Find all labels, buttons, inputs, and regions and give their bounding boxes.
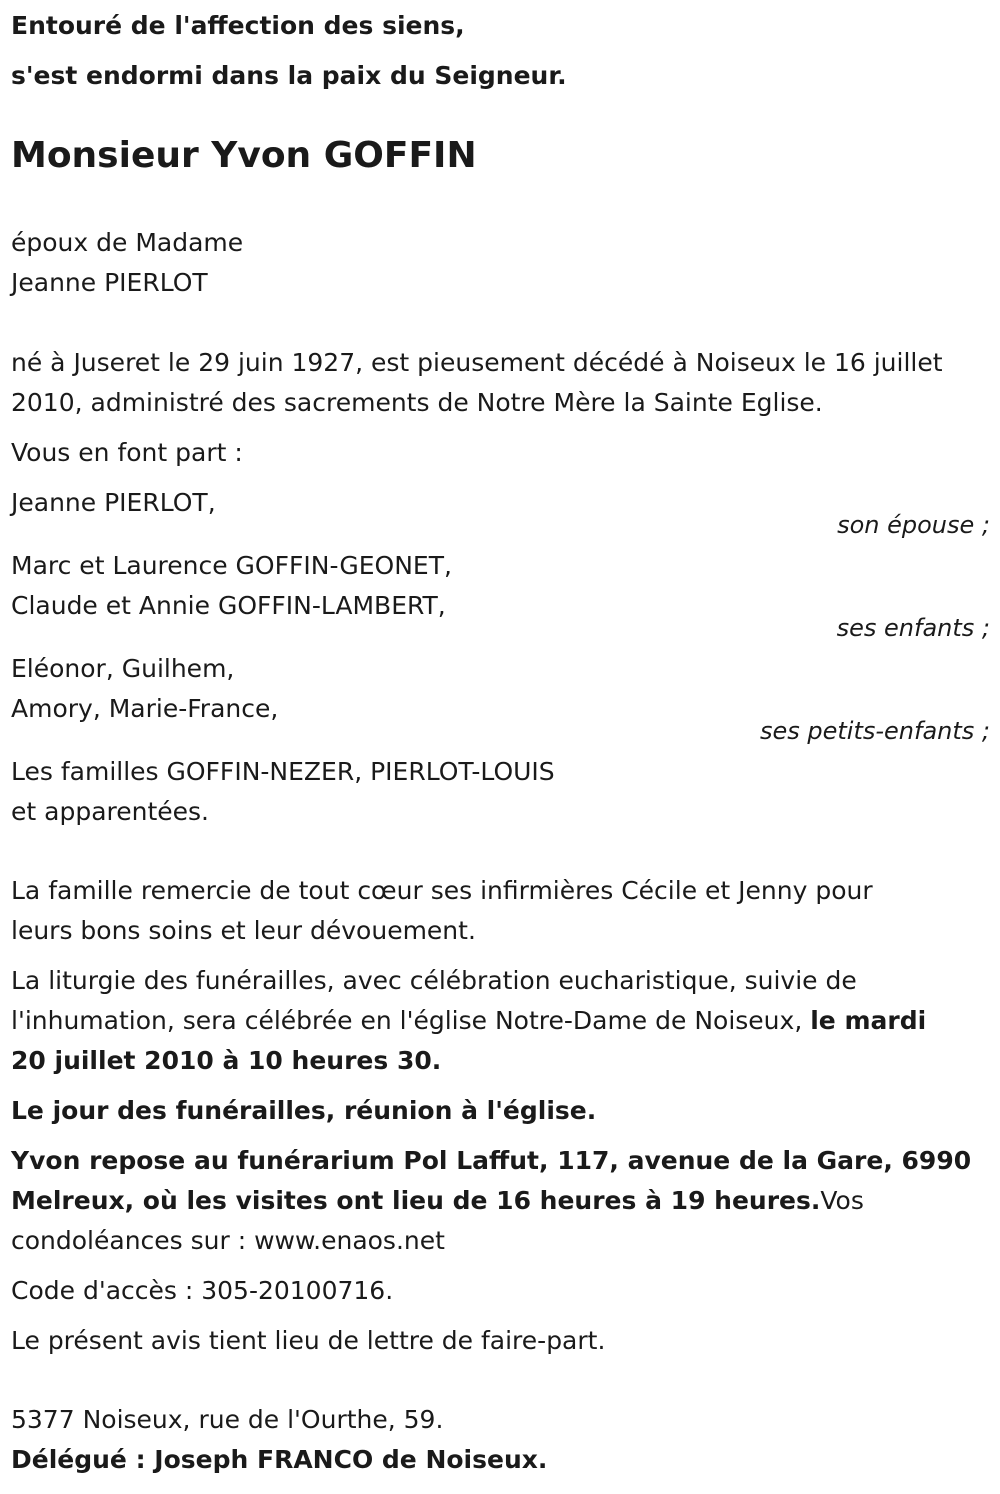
delegate-line: Délégué : Joseph FRANCO de Noiseux. [11, 1445, 548, 1474]
funeral-date-start: le mardi [810, 1006, 927, 1035]
funeral-gathering: Le jour des funérailles, réunion à l'église. [11, 1096, 597, 1125]
relation-label: ses enfants ; [836, 614, 990, 642]
funeral-line-2 [11, 1008, 926, 1033]
spouse-line-2: Jeanne PIERLOT [11, 268, 208, 297]
families-line-2: et apparentées. [11, 797, 209, 826]
intro-line-2: s'est endormi dans la paix du Seigneur. [11, 61, 567, 90]
visitation-line-1: Yvon repose au funérarium Pol Laffut, 117, avenue de la Gare, 6990 [11, 1146, 972, 1175]
announcer-name: Amory, Marie-France, [11, 694, 279, 723]
announcer-name: Jeanne PIERLOT, [11, 488, 216, 517]
birth-death-line-1: né à Juseret le 29 juin 1927, est pieusement décédé à Noiseux le 16 juillet [11, 348, 943, 377]
relation-label: ses petits-enfants ; [759, 717, 990, 745]
family-address: 5377 Noiseux, rue de l'Ourthe, 59. [11, 1405, 444, 1434]
families-line-1: Les familles GOFFIN-NEZER, PIERLOT-LOUIS [11, 757, 555, 786]
notice-statement: Le présent avis tient lieu de lettre de faire-part. [11, 1326, 606, 1355]
thanks-line-1: La famille remercie de tout cœur ses infirmières Cécile et Jenny pour [11, 876, 873, 905]
announcer-name: Marc et Laurence GOFFIN-GEONET, [11, 551, 452, 580]
visitation-line-2 [11, 1188, 864, 1213]
announcer-name: Eléonor, Guilhem, [11, 654, 235, 683]
birth-death-line-2: 2010, administré des sacrements de Notre Mère la Sainte Eglise. [11, 388, 823, 417]
deceased-name: Monsieur Yvon GOFFIN [11, 135, 477, 176]
condolences-start: Vos [820, 1186, 864, 1215]
intro-line-1: Entouré de l'affection des siens, [11, 11, 465, 40]
thanks-line-2: leurs bons soins et leur dévouement. [11, 916, 476, 945]
access-code: Code d'accès : 305-20100716. [11, 1276, 394, 1305]
announcers-heading: Vous en font part : [11, 438, 243, 467]
relation-label: son épouse ; [837, 511, 990, 539]
funeral-date-time: 20 juillet 2010 à 10 heures 30. [11, 1046, 442, 1075]
spouse-line-1: époux de Madame [11, 228, 244, 257]
condolences-line: condoléances sur : www.enaos.net [11, 1226, 445, 1255]
funeral-line-2-text: l'inhumation, sera célébrée en l'église Notre-Dame de Noiseux, [11, 1006, 811, 1035]
announcer-name: Claude et Annie GOFFIN-LAMBERT, [11, 591, 446, 620]
funeral-line-1: La liturgie des funérailles, avec célébration eucharistique, suivie de [11, 966, 857, 995]
visitation-hours: Melreux, où les visites ont lieu de 16 heures à 19 heures. [11, 1186, 821, 1215]
